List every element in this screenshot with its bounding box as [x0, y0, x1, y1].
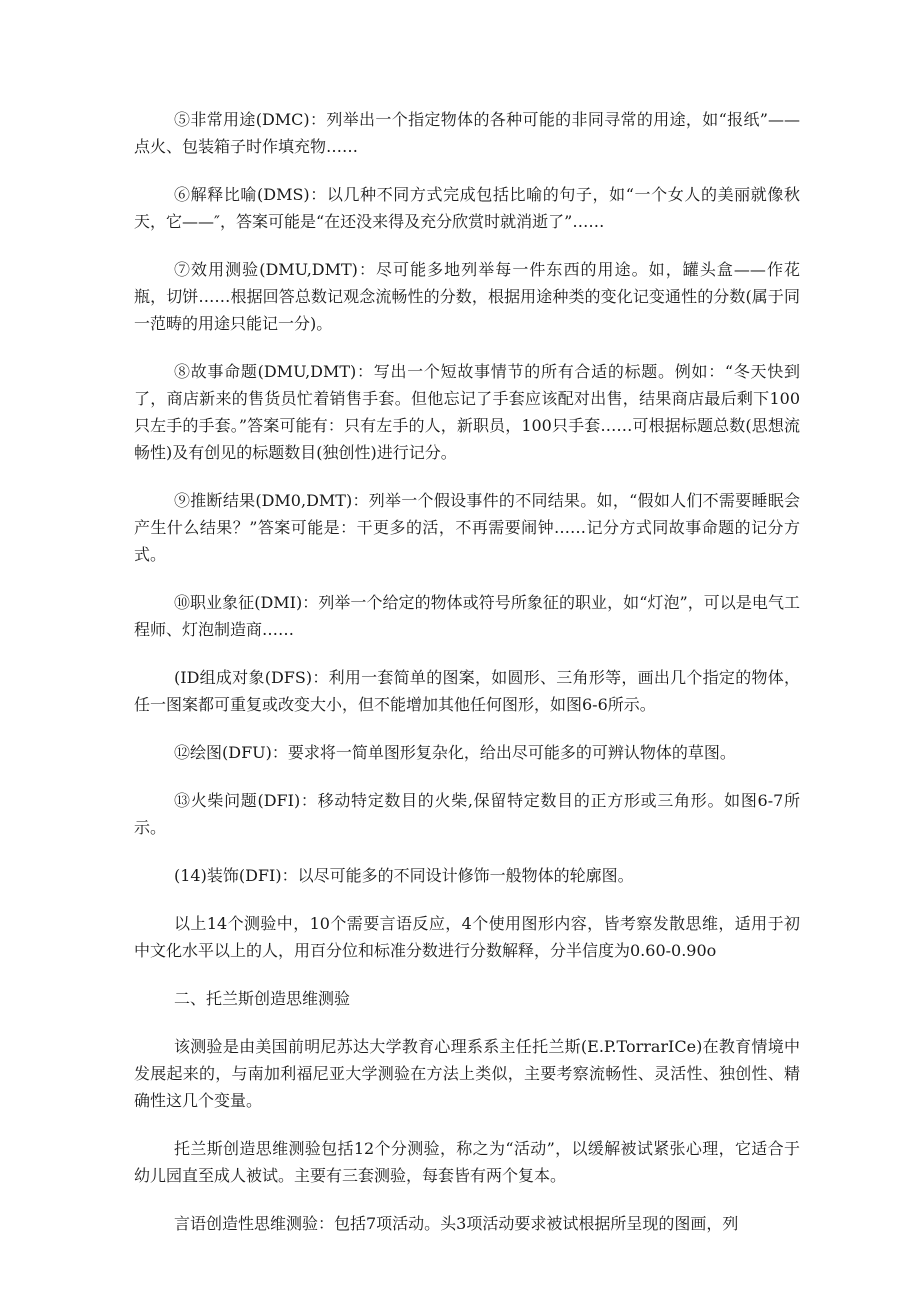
paragraph-torrance-intro: 该测验是由美国前明尼苏达大学教育心理系系主任托兰斯(E.P.TorrarICe)在教育情境中发展起来的，与南加利福尼亚大学测验在方法上类似，主要考察流畅性、灵活性、独创性、精确性这几个变量。: [134, 1037, 800, 1110]
paragraph-verbal-test: 言语创造性思维测验：包括7项活动。头3项活动要求被试根据所呈现的图画，列: [174, 1214, 739, 1233]
paragraph-torrance-activities: 托兰斯创造思维测验包括12个分测验，称之为“活动”，以缓解被试紧张心理，它适合于幼儿园直至成人被试。主要有三套测验，每套皆有两个复本。: [134, 1139, 800, 1185]
section-heading: 二、托兰斯创造思维测验: [174, 989, 351, 1008]
paragraph-unusual-uses: ⑤非常用途(DMC)：列举出一个指定物体的各种可能的非同寻常的用途，如“报纸”——点火、包装箱子时作填充物……: [134, 110, 800, 156]
paragraph-sketches: ⑫绘图(DFU)：要求将一简单图形复杂化，给出尽可能多的可辨认物体的草图。: [174, 743, 736, 762]
paragraph-utility-test: ⑦效用测验(DMU,DMT)：尽可能多地列举每一件东西的用途。如，罐头盒——作花瓶，切饼……根据回答总数记观念流畅性的分数，根据用途种类的变化记变通性的分数(属于同一范畴的用途只能记一分)。: [134, 260, 800, 333]
paragraph-metaphor: ⑥解释比喻(DMS)：以几种不同方式完成包括比喻的句子，如“一个女人的美丽就像秋天，它——″，答案可能是“在还没来得及充分欣赏时就消逝了”……: [134, 185, 800, 231]
paragraph-summary: 以上14个测验中，10个需要言语反应，4个使用图形内容，皆考察发散思维，适用于初中文化水平以上的人，用百分位和标准分数进行分数解释，分半信度为0.60-0.90o: [134, 914, 800, 960]
paragraph-story-titles: ⑧故事命题(DMU,DMT)：写出一个短故事情节的所有合适的标题。例如：“冬天快到了，商店新来的售货员忙着销售手套。但他忘记了手套应该配对出售，结果商店最后剩下100只左手的手套。”答案可能有：只有左手的人，新职员，100只手套……可根据标题总数(思想流畅性)及有创见的标题数目(独创性)进行记分。: [134, 362, 800, 462]
paragraph-occupation-symbols: ⑩职业象征(DMI)：列举一个给定的物体或符号所象征的职业，如“灯泡”，可以是电气工程师、灯泡制造商……: [134, 593, 800, 639]
paragraph-decorations: (14)装饰(DFI)：以尽可能多的不同设计修饰一般物体的轮廓图。: [174, 866, 634, 885]
paragraph-match-problems: ⑬火柴问题(DFI)：移动特定数目的火柴,保留特定数目的正方形或三角形。如图6-7所示。: [134, 791, 800, 837]
paragraph-making-objects: (ID组成对象(DFS)：利用一套简单的图案，如圆形、三角形等，画出几个指定的物体，任一图案都可重复或改变大小，但不能增加其他任何图形，如图6-6所示。: [134, 668, 800, 714]
paragraph-consequences: ⑨推断结果(DM0,DMT)：列举一个假设事件的不同结果。如，“假如人们不需要睡眠会产生什么结果？”答案可能是：干更多的活，不再需要闹钟……记分方式同故事命题的记分方式。: [134, 491, 800, 564]
